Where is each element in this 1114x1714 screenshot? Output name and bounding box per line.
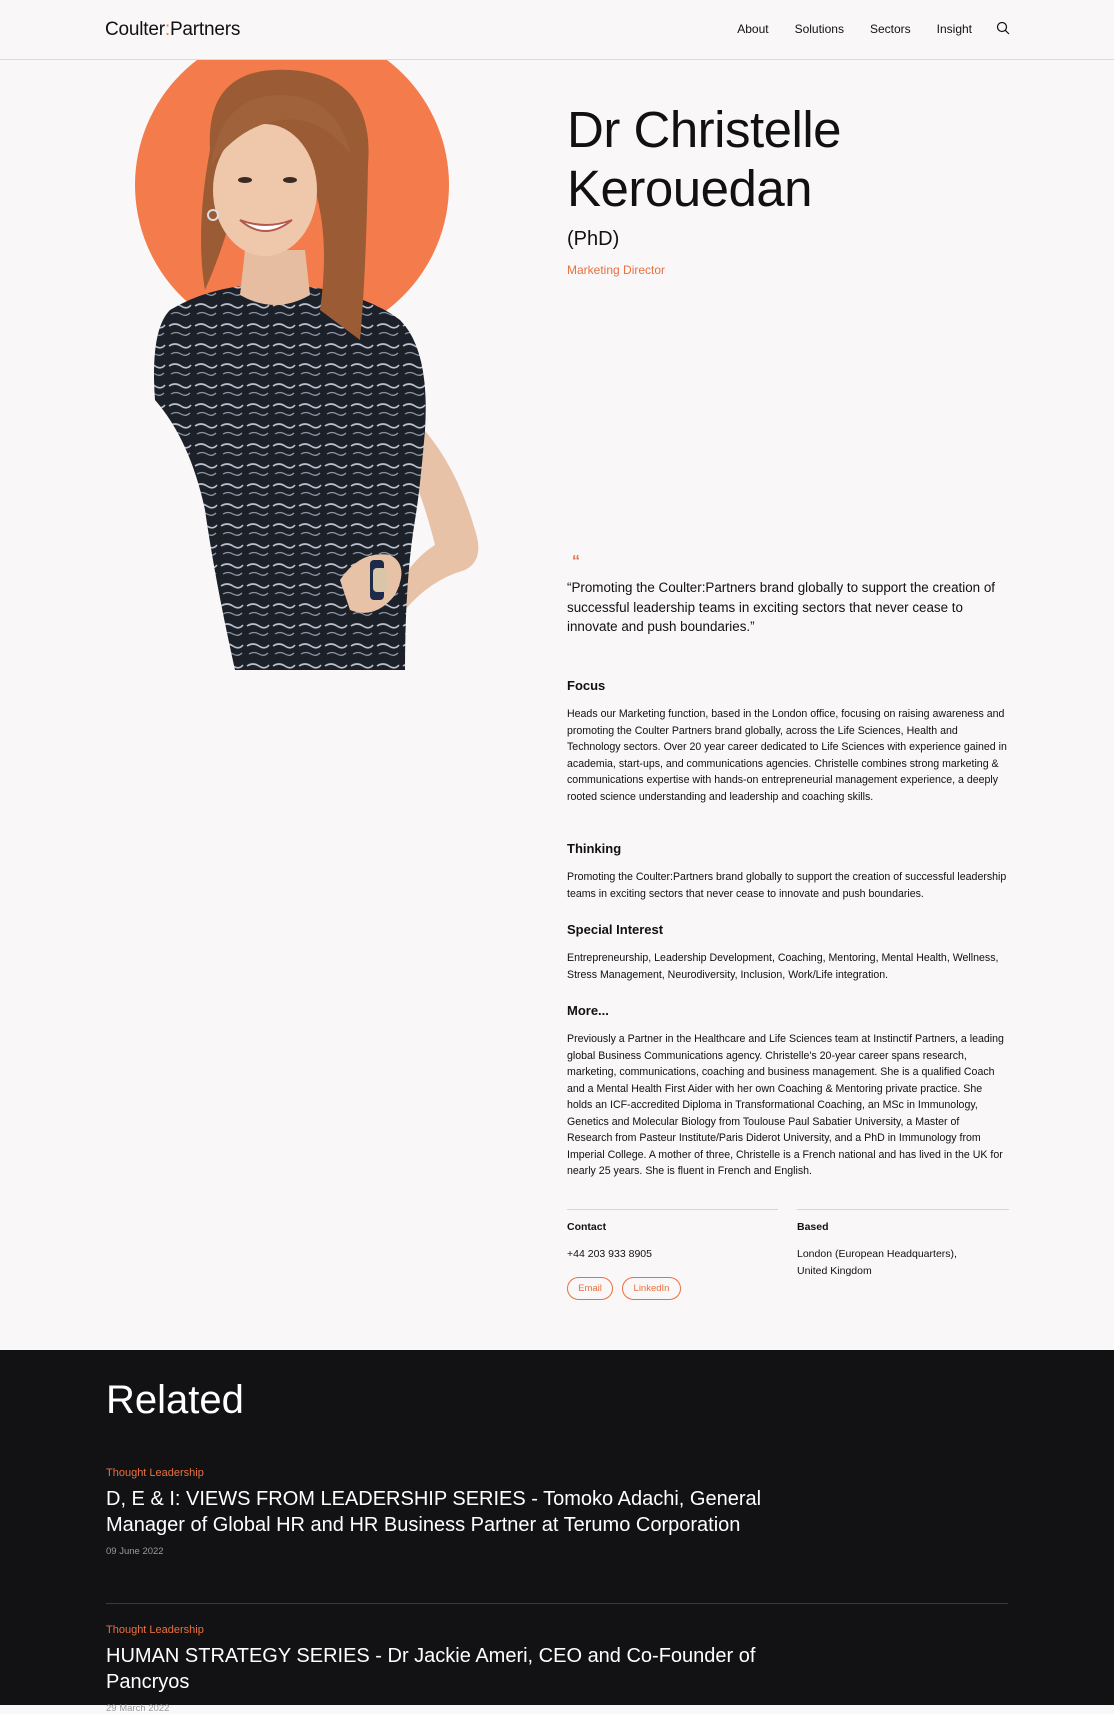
related-category: Thought Leadership (106, 1624, 204, 1636)
thinking-heading: Thinking (567, 841, 622, 856)
focus-body: Heads our Marketing function, based in the London office, focusing on raising awareness and promoting the Coulter Partners brand globally, across the Life Sciences, Health and Technology sectors. Over 20 year career dedicated to Life Sciences with experience gained in academia, start-ups, and communications agencies. Christelle combines strong marketing & communications expertise with hands-on entrepreneurial management experience, a deeply rooted science understanding and leadership and coaching skills. (567, 708, 1007, 803)
more-body: Previously a Partner in the Healthcare and Life Sciences team at Instinctif Partners, a leading global Business Communications agency. Christelle's 20-year career spans research, marketing, communications, coaching and business management. She is a qualified Coach and a Mental Health First Aider with her own Coaching & Mentoring private practice. She holds an ICF-accredited Diploma in Transformational Coaching, an MSc in Immunology, Genetics and Molecular Biology from Toulouse Paul Sabatier University, a Master of Research from Pasteur Institute/Paris Diderot University, and a PhD in Immunology from Imperial College. A mother of three, Christelle is a French national and has lived in the UK for nearly 25 years. She is fluent in French and English. (567, 1033, 1004, 1177)
quote-icon: “ (572, 553, 579, 570)
related-heading: Related (106, 1378, 244, 1422)
based-heading: Based (797, 1221, 829, 1233)
related-divider (106, 1603, 1008, 1604)
related-title[interactable]: D, E & I: VIEWS FROM LEADERSHIP SERIES - Tomoko Adachi, General Manager of Global HR and HR Business Partner at Terumo Corporation (106, 1488, 762, 1536)
logo-right: Partners (169, 19, 241, 40)
site-header (0, 0, 1114, 60)
contact-heading: Contact (567, 1221, 607, 1233)
special-interest-body: Entrepreneurship, Leadership Development, Coaching, Mentoring, Mental Health, Wellness, Stress Management, Neurodiversity, Inclusion, Work/Life integration. (567, 952, 999, 981)
nav-insight[interactable]: Insight (936, 22, 972, 36)
special-interest-heading: Special Interest (567, 922, 664, 937)
nav-solutions[interactable]: Solutions (794, 22, 844, 36)
logo-left: Coulter (105, 19, 165, 40)
main-nav (711, 22, 1010, 36)
related-title[interactable]: HUMAN STRATEGY SERIES - Dr Jackie Ameri, CEO and Co-Founder of Pancryos (106, 1645, 756, 1693)
profile-role: Marketing Director (567, 263, 666, 277)
based-divider (797, 1209, 1009, 1210)
related-section (0, 1350, 1114, 1714)
profile-photo (115, 60, 515, 670)
more-heading: More... (567, 1003, 609, 1018)
thinking-body: Promoting the Coulter:Partners brand globally to support the creation of successful leadership teams in exciting sectors that never cease to innovate and push boundaries. (567, 871, 1007, 900)
related-category: Thought Leadership (106, 1467, 204, 1479)
nav-about[interactable]: About (737, 22, 769, 36)
logo-colon: : (164, 19, 170, 40)
logo[interactable] (105, 19, 240, 41)
linkedin-button[interactable]: LinkedIn (622, 1277, 681, 1300)
email-button[interactable]: Email (567, 1277, 613, 1300)
related-date: 29 March 2022 (106, 1703, 170, 1714)
profile-name: Dr Christelle Kerouedan (567, 101, 842, 217)
contact-phone[interactable]: +44 203 933 8905 (567, 1248, 652, 1260)
profile-qualification: (PhD) (567, 228, 620, 250)
profile-quote: “Promoting the Coulter:Partners brand globally to support the creation of successful leadership teams in exciting sectors that never cease to innovate and push boundaries.” (567, 580, 995, 634)
related-item[interactable] (106, 1467, 766, 1557)
related-item[interactable] (106, 1624, 766, 1714)
based-location: London (European Headquarters), United Kingdom (797, 1248, 957, 1277)
search-icon[interactable] (996, 21, 1010, 35)
nav-sectors[interactable]: Sectors (869, 22, 911, 36)
focus-heading: Focus (567, 678, 606, 693)
related-date: 09 June 2022 (106, 1546, 164, 1557)
contact-divider (567, 1209, 778, 1210)
